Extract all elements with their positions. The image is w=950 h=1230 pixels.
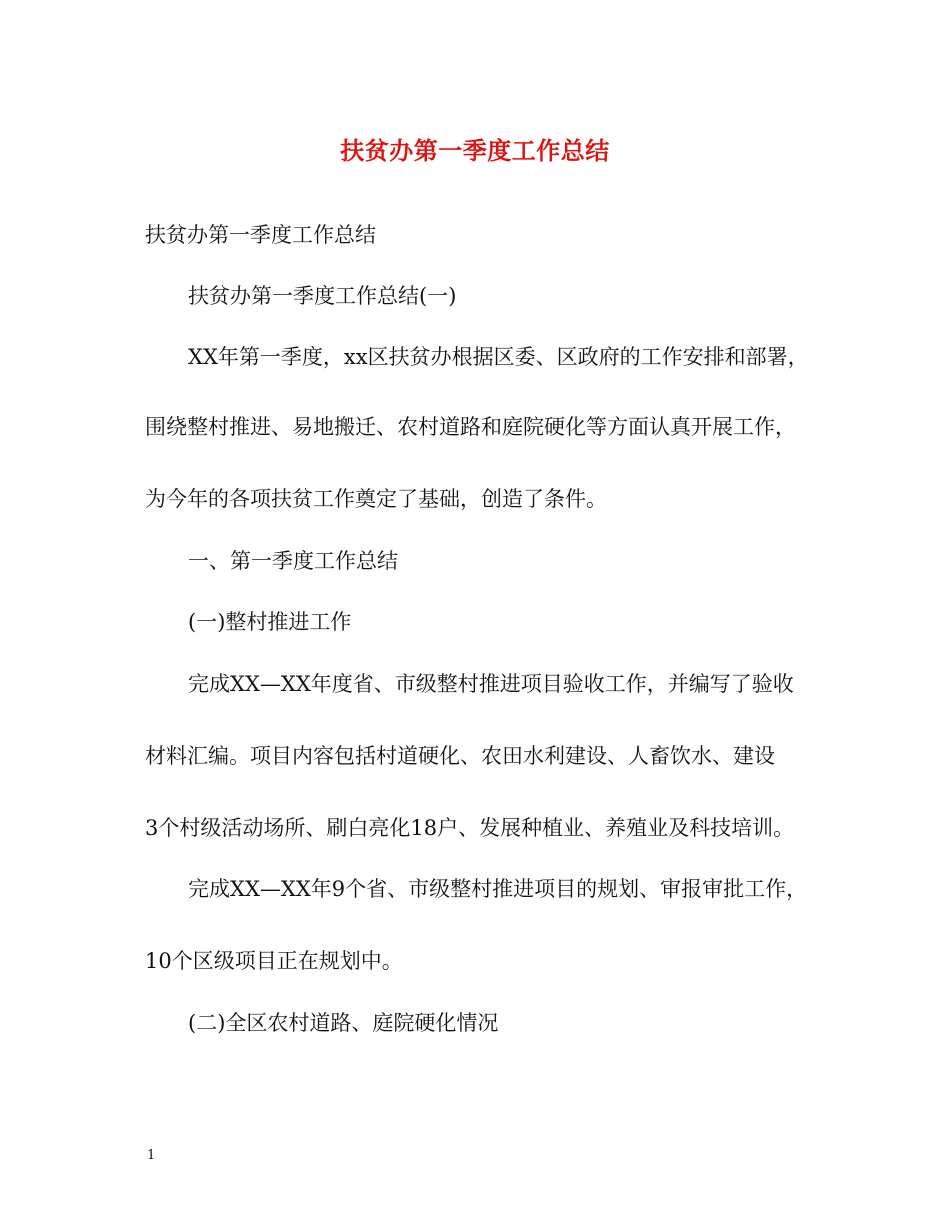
paragraph-line: 完成XX—XX年度省、市级整村推进项目验收工作，并编写了验收 <box>188 672 794 696</box>
document-subtitle: 扶贫办第一季度工作总结 <box>145 223 376 247</box>
section-heading: 扶贫办第一季度工作总结(一) <box>188 284 457 308</box>
subsection-heading: (一)整村推进工作 <box>188 610 352 634</box>
paragraph-line: 围绕整村推进、易地搬迁、农村道路和庭院硬化等方面认真开展工作， <box>145 415 796 439</box>
paragraph-line: 完成XX—XX年9个省、市级整村推进项目的规划、审报审批工作， <box>188 877 808 901</box>
paragraph-line: XX年第一季度，xx区扶贫办根据区委、区政府的工作安排和部署， <box>188 345 809 369</box>
paragraph-line: 10个区级项目正在规划中。 <box>145 949 403 973</box>
paragraph-line: 3个村级活动场所、刷白亮化18户、发展种植业、养殖业及科技培训。 <box>145 816 795 840</box>
paragraph-line: 材料汇编。项目内容包括村道硬化、农田水利建设、人畜饮水、建设 <box>145 744 775 768</box>
paragraph-line: 为今年的各项扶贫工作奠定了基础，创造了条件。 <box>145 487 607 511</box>
section-heading: 一、第一季度工作总结 <box>188 549 398 573</box>
page-title: 扶贫办第一季度工作总结 <box>340 136 610 165</box>
subsection-heading: (二)全区农村道路、庭院硬化情况 <box>188 1011 499 1035</box>
page-number: 1 <box>147 1148 156 1163</box>
